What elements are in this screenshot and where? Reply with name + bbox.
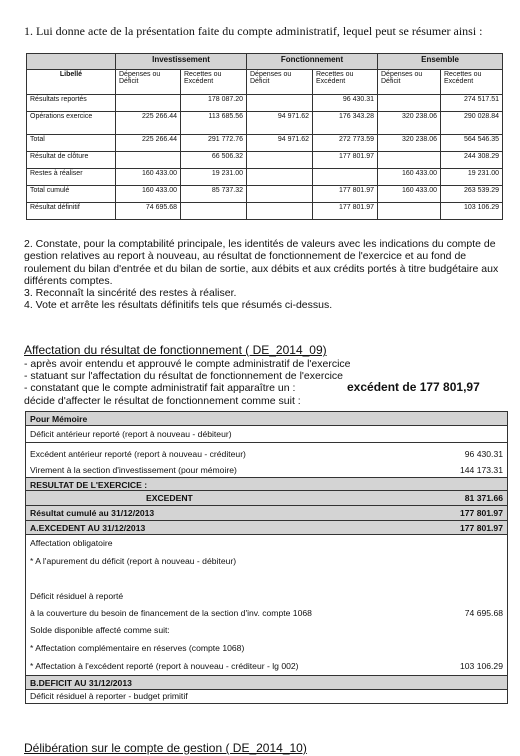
cell: 272 773.59	[313, 135, 378, 152]
memo-row	[26, 622, 507, 640]
sub-header: Dépenses ou Déficit	[116, 70, 181, 95]
cell	[247, 169, 313, 186]
memo-header	[26, 412, 507, 426]
row-label: Total cumulé	[27, 186, 116, 203]
memo-value: 103 106.29	[459, 661, 503, 671]
memo-row	[26, 657, 507, 676]
memo-row	[26, 491, 507, 506]
sub-header: Recettes ou Excédent	[181, 70, 247, 95]
memo-label: EXCEDENT	[146, 493, 193, 503]
affectation-line	[24, 382, 514, 394]
cell: 291 772.76	[181, 135, 247, 152]
memo-row	[26, 461, 507, 478]
memo-value: 177 801.97	[459, 508, 503, 518]
cell: 96 430.31	[313, 95, 378, 112]
cell: 564 546.35	[441, 135, 503, 152]
memo-row	[26, 552, 507, 588]
memo-row	[26, 588, 507, 605]
cell	[116, 152, 181, 169]
memo-row	[26, 443, 507, 461]
cell: 94 971.62	[247, 135, 313, 152]
row-label: Résultat de clôture	[27, 152, 116, 169]
memo-label: * Affectation à l'excédent reporté (report à nouveau - créditeur - lg 002)	[30, 661, 299, 671]
row-label: Total	[27, 135, 116, 152]
cell: 244 308.29	[441, 152, 503, 169]
memo-label: B.DEFICIT AU 31/12/2013	[30, 678, 132, 688]
memo-row	[26, 535, 507, 552]
memo-row	[26, 605, 507, 622]
memo-value: 81 371.66	[464, 493, 503, 503]
cell: 94 971.62	[247, 112, 313, 135]
cell: 103 106.29	[441, 203, 503, 220]
cell	[247, 95, 313, 112]
cell: 290 028.84	[441, 112, 503, 135]
cell	[247, 152, 313, 169]
cell: 320 238.06	[378, 135, 441, 152]
memo-label: Virement à la section d'investissement (pour mémoire)	[30, 465, 237, 475]
group-investissement: Investissement	[116, 54, 247, 70]
table-row	[27, 186, 503, 203]
memo-label: * A l'apurement du déficit (report à nouveau - débiteur)	[30, 556, 237, 566]
memo-label: A.EXCEDENT AU 31/12/2013	[30, 523, 146, 533]
sub-header: Recettes ou Excédent	[441, 70, 503, 95]
affectation-line: - après avoir entendu et approuvé le compte administratif de l'exercice	[24, 358, 351, 370]
table-group-header	[27, 54, 503, 70]
memo-row	[26, 521, 507, 535]
memo-row	[26, 478, 507, 491]
cell	[313, 169, 378, 186]
memo-row	[26, 506, 507, 521]
cell	[378, 203, 441, 220]
cell: 19 231.00	[181, 169, 247, 186]
group-ensemble: Ensemble	[378, 54, 503, 70]
libelle-header: Libellé	[27, 70, 116, 95]
cell	[116, 95, 181, 112]
row-label: Résultat définitif	[27, 203, 116, 220]
compte-gestion-title: Délibération sur le compte de gestion ( DE_2014_10)	[24, 741, 307, 755]
memo-row	[26, 676, 507, 690]
cell	[181, 203, 247, 220]
row-label: Opérations exercice	[27, 112, 116, 135]
memo-label: Excédent antérieur reporté (report à nouveau - créditeur)	[30, 449, 246, 459]
memo-label: Déficit antérieur reporté (report à nouveau - débiteur)	[30, 429, 232, 439]
memo-label: RESULTAT DE L'EXERCICE :	[30, 480, 148, 490]
group-fonctionnement: Fonctionnement	[247, 54, 378, 70]
memo-value: 96 430.31	[464, 449, 503, 459]
table-row	[27, 135, 503, 152]
memo-value: 144 173.31	[459, 465, 503, 475]
cell: 85 737.32	[181, 186, 247, 203]
memo-table	[25, 411, 508, 704]
table-row	[27, 169, 503, 186]
table-row	[27, 203, 503, 220]
excedent-amount: excédent de 177 801,97	[347, 380, 480, 395]
memo-value: 177 801.97	[459, 523, 503, 533]
cell: 320 238.06	[378, 112, 441, 135]
row-label: Résultats reportés	[27, 95, 116, 112]
cell: 160 433.00	[378, 186, 441, 203]
cell: 19 231.00	[441, 169, 503, 186]
memo-label: Solde disponible affecté comme suit:	[30, 625, 170, 635]
memo-header-label: Pour Mémoire	[30, 414, 88, 424]
memo-row	[26, 640, 507, 657]
cell: 274 517.51	[441, 95, 503, 112]
intro-text: 1. Lui donne acte de la présentation faite du compte administratif, lequel peut se résumer ainsi :	[24, 24, 483, 38]
affectation-line: décide d'affecter le résultat de fonctionnement comme suit :	[24, 394, 301, 407]
memo-row	[26, 426, 507, 443]
cell: 160 433.00	[116, 169, 181, 186]
cell	[378, 152, 441, 169]
cell: 74 695.68	[116, 203, 181, 220]
table-row	[27, 152, 503, 169]
cell: 177 801.97	[313, 152, 378, 169]
sub-header: Dépenses ou Déficit	[247, 70, 313, 95]
affectation-line: - statuant sur l'affectation du résultat de fonctionnement de l'exercice	[24, 370, 343, 383]
affectation-title: Affectation du résultat de fonctionnement ( DE_2014_09)	[24, 343, 327, 357]
row-label: Restes à réaliser	[27, 169, 116, 186]
cell: 66 506.32	[181, 152, 247, 169]
memo-label: * Affectation complémentaire en réserves (compte 1068)	[30, 643, 245, 653]
memo-value: 74 695.68	[464, 608, 503, 618]
cell: 263 539.29	[441, 186, 503, 203]
memo-row	[26, 690, 507, 703]
cell: 225 266.44	[116, 112, 181, 135]
memo-label: Affectation obligatoire	[30, 538, 113, 548]
paragraph-3: 3. Reconnaît la sincérité des restes à réaliser.	[24, 287, 237, 300]
memo-label: Résultat cumulé au 31/12/2013	[30, 508, 155, 518]
table-row	[27, 112, 503, 135]
memo-label: à la couverture du besoin de financement de la section d'inv. compte 1068	[30, 608, 312, 618]
cell	[378, 95, 441, 112]
affectation-lines	[24, 358, 514, 407]
cell: 178 087.20	[181, 95, 247, 112]
cell: 176 343.28	[313, 112, 378, 135]
memo-label: Déficit résiduel à reporté	[30, 591, 124, 601]
affectation-line-text: - constatant que le compte administratif fait apparaître un :	[24, 382, 296, 395]
cell: 113 685.56	[181, 112, 247, 135]
cell: 160 433.00	[116, 186, 181, 203]
sub-header: Recettes ou Excédent	[313, 70, 378, 95]
decisions-text	[24, 238, 504, 312]
table-sub-header	[27, 70, 503, 95]
cell: 160 433.00	[378, 169, 441, 186]
cell: 177 801.97	[313, 203, 378, 220]
summary-table	[26, 53, 503, 220]
cell: 225 266.44	[116, 135, 181, 152]
cell: 177 801.97	[313, 186, 378, 203]
paragraph-4: 4. Vote et arrête les résultats définitifs tels que résumés ci-dessus.	[24, 299, 333, 312]
table-row	[27, 95, 503, 112]
memo-label: Déficit résiduel à reporter - budget primitif	[30, 691, 188, 701]
sub-header: Dépenses ou Déficit	[378, 70, 441, 95]
cell	[247, 203, 313, 220]
cell	[247, 186, 313, 203]
paragraph-2: 2. Constate, pour la comptabilité principale, les identités de valeurs avec les indications du compte de gestion relatives au report à nouveau, au résultat de fonctionnement de l'exercice et au fond de roulement du bilan d'entrée et du bilan de sortie, aux débits et aux crédits portés à titre budgétaire aux différents comptes.	[24, 238, 499, 287]
